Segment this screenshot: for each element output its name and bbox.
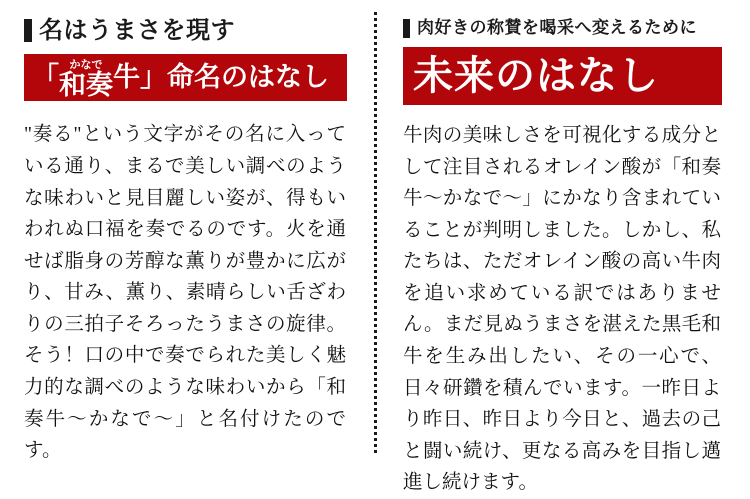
right-title-text: 未来のはなし [413, 54, 659, 98]
left-body-text: "奏る"という文字がその名に入っている通り、まるで美しい調べのような味わいと見目麗しい姿が、得もいわれぬ口福を奏でるのです。火を通せば脂身の芳醇な薫りが豊かに広がり、甘み、薫り、素晴らしい舌ざわりの三拍子そろったうまさの旋律。そう！口の中で奏でられた美しく魅力的な調べのような味わいから「和奏牛〜かなで〜」と名付けたのです。 [24, 124, 346, 462]
left-eyebrow [24, 18, 347, 44]
left-title-band [24, 54, 347, 101]
right-title-band [403, 47, 722, 105]
left-title-suffix: 牛」命名のはなし [113, 62, 329, 93]
right-body-text: 牛肉の美味しさを可視化する成分として注目されるオレイン酸が「和奏牛〜かなで〜」にかなり含まれていることが判明しました。しかし、私たちは、ただオレイン酸の高い牛肉を追い求めている訳ではありません。まだ見ぬうまさを湛えた黒毛和牛を生み出したい、その一心で、日々研鑽を積んでいます。一昨日より昨日、昨日より今日と、過去の己と闘い続け、更なる高みを目指し邁進し続けます。 [403, 125, 721, 494]
left-column [0, 0, 375, 465]
left-title-ruby-base: 和奏 [59, 70, 113, 101]
right-eyebrow [403, 18, 722, 37]
eyebrow-bar-icon [24, 19, 32, 42]
left-title-ruby-group [59, 60, 113, 99]
eyebrow-bar-icon [403, 19, 410, 38]
right-eyebrow-label: 肉好きの称賛を喝采へ変えるために [417, 18, 697, 37]
left-title-prefix: 「 [32, 62, 59, 93]
left-eyebrow-label: 名はうまさを現す [39, 17, 235, 44]
left-title-ruby-text: かなで [69, 59, 103, 72]
right-column [375, 0, 750, 494]
